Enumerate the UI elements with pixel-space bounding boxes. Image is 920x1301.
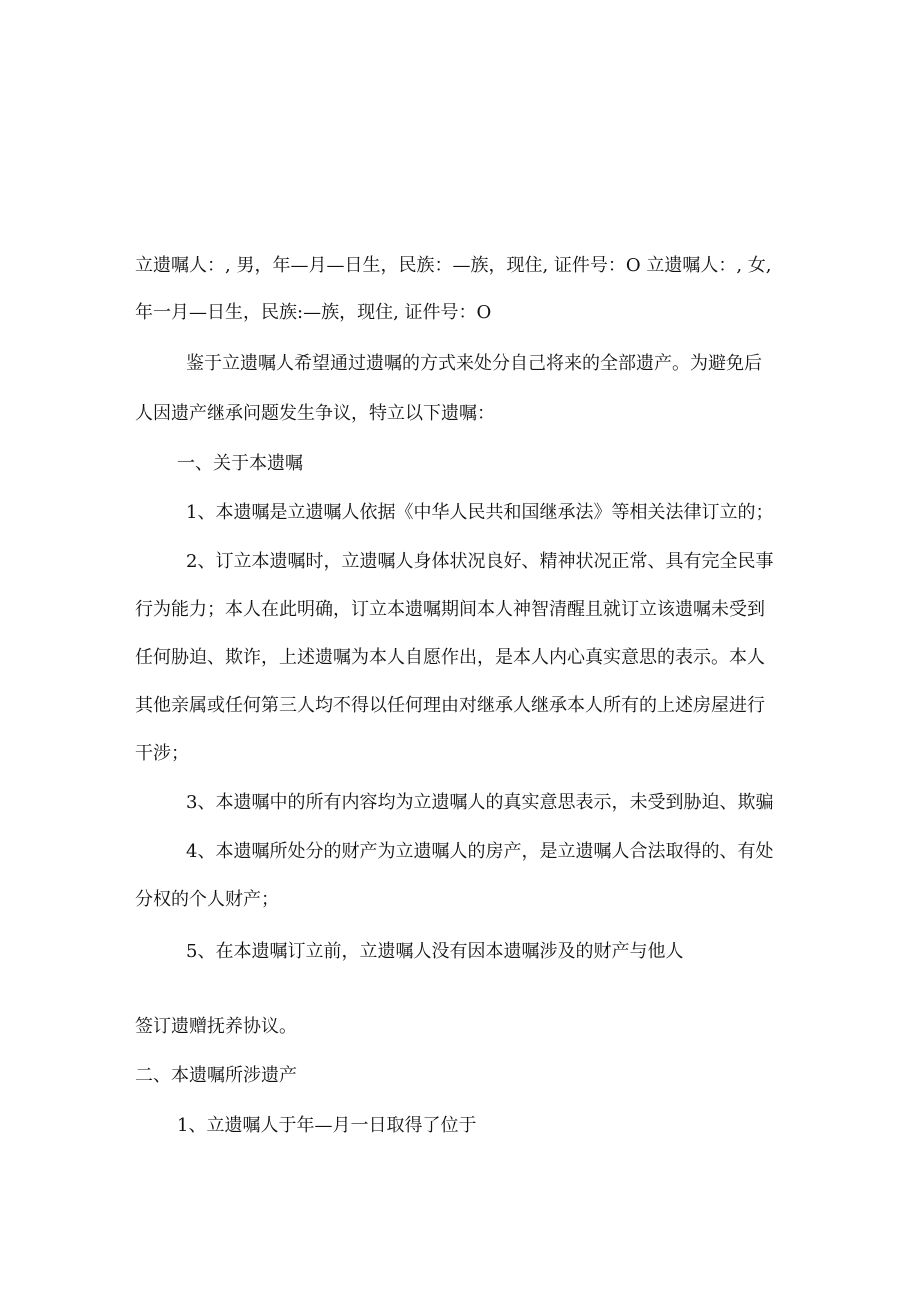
clause-1-2-line-2: 行为能力；本人在此明确，订立本遗嘱期间本人神智清醒且就订立该遗嘱未受到 xyxy=(135,599,765,620)
clause-2-1: 1、立遗嘱人于年—月一日取得了位于 xyxy=(177,1115,477,1136)
clause-1-4-line-1: 4、本遗嘱所处分的财产为立遗嘱人的房产，是立遗嘱人合法取得的、有处 xyxy=(186,841,774,862)
clause-1-2-line-3: 任何胁迫、欺诈，上述遗嘱为本人自愿作出，是本人内心真实意思的表示。本人 xyxy=(135,647,765,668)
clause-1-2-line-4: 其他亲属或任何第三人均不得以任何理由对继承人继承本人所有的上述房屋进行 xyxy=(135,695,765,716)
section-heading-1: 一、关于本遗嘱 xyxy=(177,453,303,474)
preamble-line-2: 人因遗产继承问题发生争议，特立以下遗嘱： xyxy=(135,403,495,424)
clause-1-5-line-1: 5、在本遗嘱订立前，立遗嘱人没有因本遗嘱涉及的财产与他人 xyxy=(186,941,684,962)
clause-1-4-line-2: 分权的个人财产； xyxy=(135,889,279,910)
clause-1-1: 1、本遗嘱是立遗嘱人依据《中华人民共和国继承法》等相关法律订立的； xyxy=(186,502,774,523)
clause-1-5-line-2: 签订遗赠抚养协议。 xyxy=(135,1016,297,1037)
clause-1-2-line-1: 2、订立本遗嘱时，立遗嘱人身体状况良好、精神状况正常、具有完全民事 xyxy=(186,551,774,572)
testator-info-line-1: 立遗嘱人：, 男，年—月—日生，民族：—族，现住, 证件号：O 立遗嘱人：, 女, xyxy=(135,255,772,276)
testator-info-line-2: 年一月—日生，民族:—族，现住, 证件号：O xyxy=(135,302,492,323)
section-heading-2: 二、本遗嘱所涉遗产 xyxy=(135,1065,297,1086)
clause-1-3: 3、本遗嘱中的所有内容均为立遗嘱人的真实意思表示，未受到胁迫、欺骗 xyxy=(186,792,774,813)
clause-1-2-line-5: 干涉； xyxy=(135,743,189,764)
preamble-line-1: 鉴于立遗嘱人希望通过遗嘱的方式来处分自己将来的全部遗产。为避免后 xyxy=(186,353,762,374)
